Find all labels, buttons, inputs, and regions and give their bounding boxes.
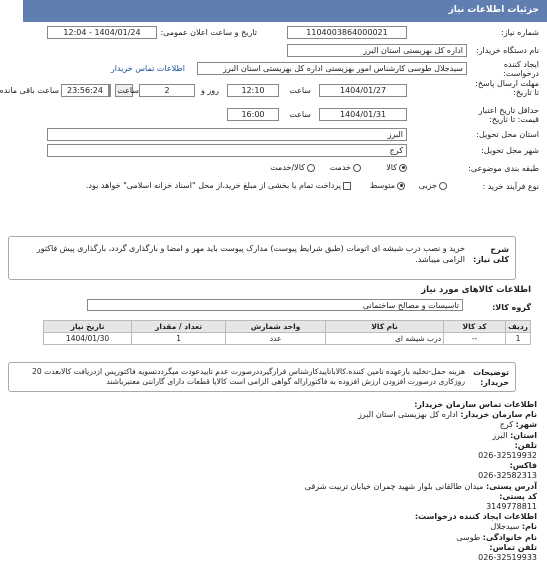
reply-deadline-label: مهلت ارسال پاسخ: تا تاریخ:	[475, 79, 539, 97]
goods-title: اطلاعات کالاهای مورد نیاز	[421, 285, 531, 295]
contact-city: کرج	[499, 420, 514, 430]
announce-label: تاریخ و ساعت اعلان عمومی:	[160, 28, 257, 37]
province-field: البرز	[47, 128, 407, 141]
col-code: کد کالا	[444, 321, 506, 333]
fax-label: فاکس:	[509, 461, 537, 471]
timer-spacer	[109, 84, 111, 97]
contact-city-label: شهر:	[515, 420, 537, 430]
payment-note: پرداخت تمام یا بخشی از مبلغ خرید،از محل "اسناد خزانه اسلامی" خواهد بود.	[85, 181, 341, 190]
cat-service-radio[interactable]	[353, 164, 361, 172]
process-label: نوع فرآیند خرید :	[482, 182, 539, 191]
need-details-form	[0, 22, 547, 230]
proc-medium-radio[interactable]	[397, 182, 405, 190]
validity-label: حداقل تاریخ اعتبار قیمت: تا تاریخ:	[478, 106, 539, 124]
contact-title: اطلاعات تماس سازمان خریدار:	[414, 400, 537, 409]
page-header	[23, 0, 547, 22]
group-label: گروه کالا:	[492, 303, 531, 312]
province-label: استان محل تحویل:	[476, 130, 539, 139]
cell-date: 1404/01/30	[44, 333, 132, 345]
group-field: تاسیسات و مصالح ساختمانی	[87, 299, 463, 311]
address-label: آدرس پستی:	[486, 481, 537, 491]
proc-partial-option[interactable]	[419, 181, 447, 190]
cat-goods-service-option[interactable]	[270, 163, 315, 172]
col-date: تاریخ نیاز	[44, 321, 132, 333]
days-field: 2	[139, 84, 195, 97]
creator-phone: 026-32519933	[478, 553, 537, 563]
col-unit: واحد شمارش	[226, 321, 326, 333]
org-value: اداره کل بهزیستی استان البرز	[357, 410, 458, 420]
goods-table-wrap	[43, 320, 531, 345]
buyer-field: اداره کل بهزیستی استان البرز	[287, 44, 467, 57]
proc-medium-label: متوسط	[369, 181, 395, 190]
cell-code: --	[444, 333, 506, 345]
cat-goods-service-label: کالا/خدمت	[270, 163, 305, 172]
cat-goods-service-radio[interactable]	[307, 164, 315, 172]
cell-row: 1	[506, 333, 531, 345]
goods-table	[43, 320, 531, 345]
buyer-notes-text: هزینه حمل-تخلیه بارعهده تامین کننده.کالاباتاییدکارشناس قرارگیرددرصورت عدم تاییدعودت میگرددتسویه فاکتورپس ازدریافت کالابعدت 20 روزکاری درصورت افزودن ارزش افزوده به فاکتوراراله گواهی الزامی است کالایا قطعات دارای گارانتی معتبرباشند	[32, 367, 465, 386]
validity-time-label: ساعت	[289, 110, 311, 119]
buyer-notes-label: توضیحات خریدار:	[473, 368, 509, 387]
payment-option[interactable]	[86, 181, 351, 190]
description-label: شرح کلی نیاز:	[473, 245, 509, 264]
cell-unit: عدد	[226, 333, 326, 345]
col-row: ردیف	[506, 321, 531, 333]
day-label: روز و	[201, 86, 219, 95]
cell-qty: 1	[132, 333, 226, 345]
col-qty: تعداد / مقدار	[132, 321, 226, 333]
cat-service-label: خدمت	[329, 163, 351, 172]
need-number-field: 1104003864000021	[287, 26, 407, 39]
buyer-label: نام دستگاه خریدار:	[476, 46, 539, 55]
fax-value: 026-32582313	[478, 471, 537, 481]
phone-label: تلفن:	[514, 440, 537, 450]
postal-value: 3149778811	[486, 502, 537, 512]
reply-time-label: ساعت	[289, 86, 311, 95]
page-title: جزئیات اطلاعات نیاز	[448, 5, 539, 15]
proc-partial-label: جزیی	[418, 181, 437, 190]
remaining-label: ساعت باقی مانده	[0, 86, 59, 95]
phone-value: 026-32519932	[478, 451, 537, 461]
table-row	[44, 333, 531, 345]
validity-date-field: 1404/01/31	[319, 108, 407, 121]
cat-goods-radio[interactable]	[399, 164, 407, 172]
remaining-time-field: 23:56:24	[61, 84, 109, 97]
creator-name-label: نام:	[521, 522, 537, 532]
contact-province-label: استان:	[510, 430, 537, 440]
creator-label: ایجاد کننده درخواست:	[503, 60, 539, 78]
col-name: نام کالا	[326, 321, 444, 333]
payment-checkbox[interactable]	[343, 182, 351, 190]
validity-time-field: 16:00	[227, 108, 279, 121]
city-label: شهر محل تحویل:	[481, 146, 539, 155]
buyer-contact-link[interactable]: اطلاعات تماس خریدار	[110, 64, 185, 73]
announce-field: 1404/01/24 - 12:04	[47, 26, 157, 39]
proc-medium-option[interactable]	[370, 181, 405, 190]
cat-service-option[interactable]	[330, 163, 361, 172]
cell-name: درب شیشه ای	[326, 333, 444, 345]
creator-field: سیدجلال طوسی کارشناس امور بهزیستی اداره کل بهزیستی استان البرز	[197, 62, 467, 75]
description-text: خرید و نصب درب شیشه ای اتومات (طبق شرایط پیوست) مدارک پیوست باید مهر و امضا و بارگذاری گردد، بارگذاری پیش فاکتور الزامی میباشد.	[36, 244, 465, 264]
cat-goods-label: کالا	[386, 163, 397, 172]
creator-family-label: نام خانوادگی:	[482, 532, 537, 542]
contact-province: البرز	[492, 430, 508, 440]
category-label: طبقه بندی موضوعی:	[468, 164, 539, 173]
description-section	[8, 236, 516, 280]
goods-table-header	[44, 321, 531, 333]
reply-time-field: 12:10	[227, 84, 279, 97]
org-label: نام سازمان خریدار:	[460, 410, 537, 420]
remaining-time-label: ساعت	[117, 86, 139, 95]
buyer-notes-section	[8, 362, 516, 392]
proc-partial-radio[interactable]	[439, 182, 447, 190]
contact-block	[237, 400, 537, 563]
address-value: میدان طالقانی بلوار شهید چمران خیابان تربیت شرقی	[304, 481, 484, 491]
creator-name: سیدجلال	[490, 522, 520, 532]
reply-date-field: 1404/01/27	[319, 84, 407, 97]
city-field: کرج	[47, 144, 407, 157]
creator-family: طوسی	[456, 532, 481, 542]
creator-info-title: اطلاعات ایجاد کننده درخواست:	[414, 512, 537, 522]
need-number-label: شماره نیاز:	[501, 28, 539, 37]
cat-goods-option[interactable]	[386, 163, 407, 172]
creator-phone-label: تلفن تماس:	[489, 542, 537, 552]
postal-label: کد پستی:	[499, 491, 537, 501]
